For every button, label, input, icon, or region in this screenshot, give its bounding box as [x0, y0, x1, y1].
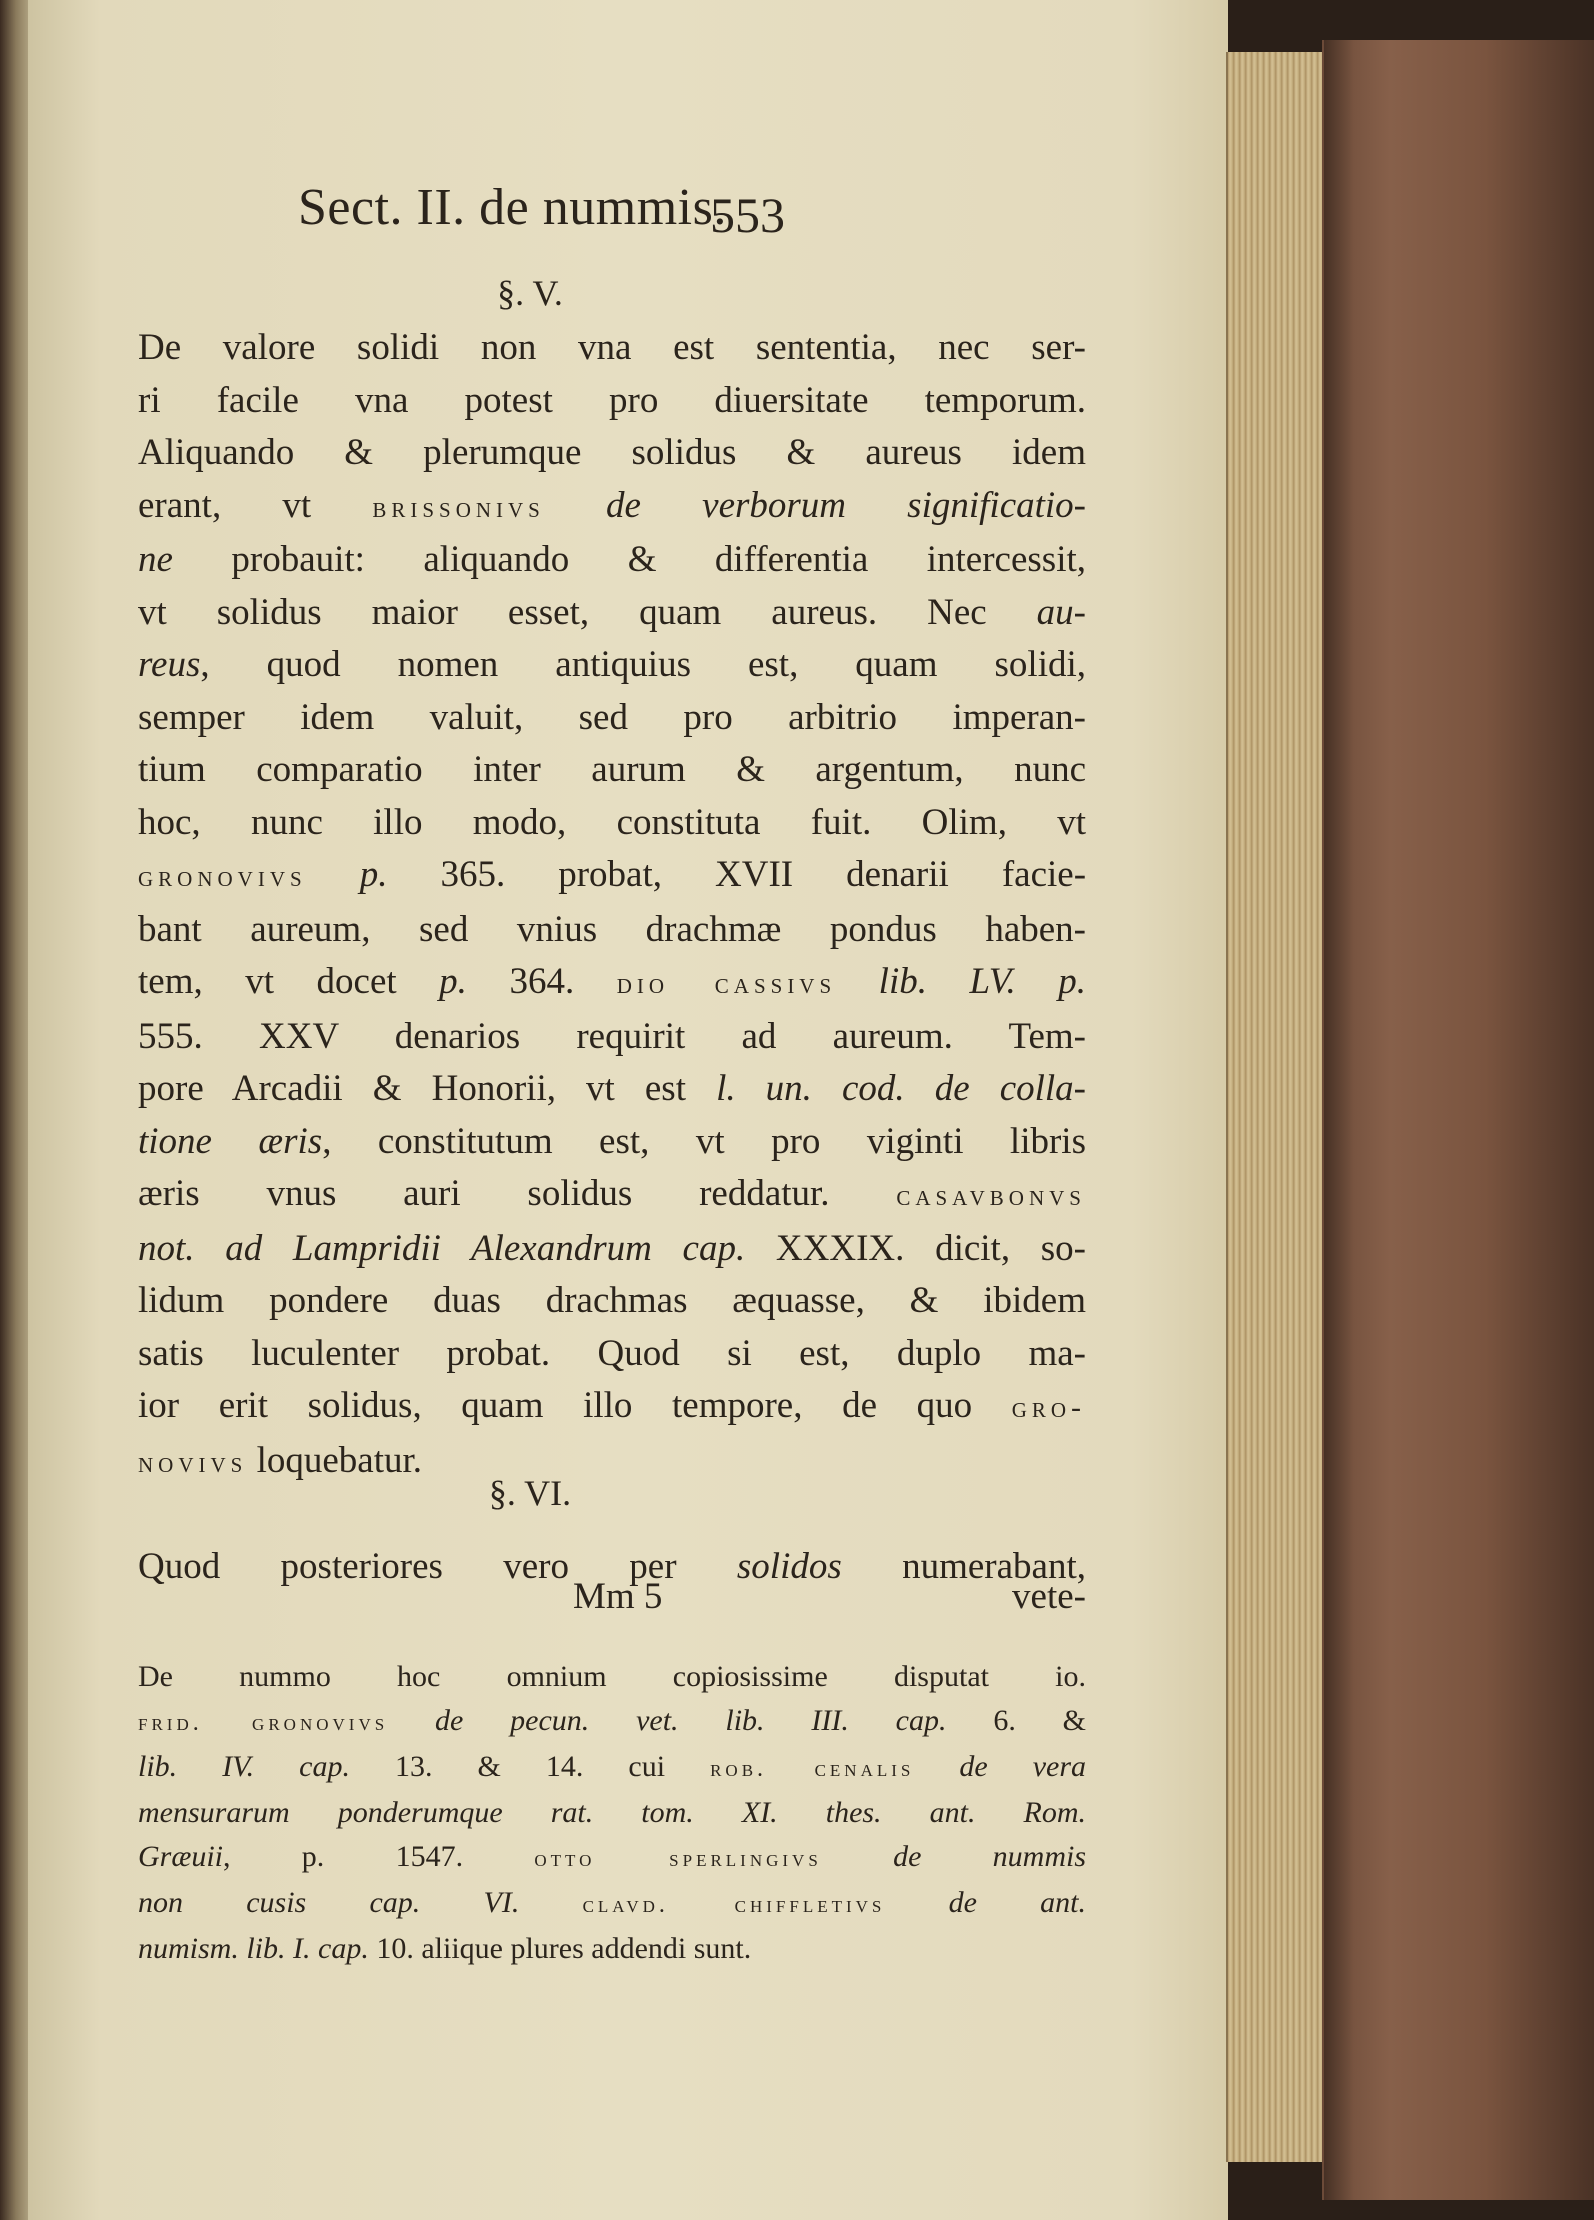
text-line: satis luculenter probat. Quod si est, duplo ma-: [138, 1332, 1086, 1374]
page-header: [80, 178, 1220, 248]
text-line: De valore solidi non vna est sententia, nec ser-: [138, 327, 1086, 368]
author-name: frid. gronovivs: [138, 1710, 389, 1736]
text-line: lidum pondere duas drachmas æquasse, & ibidem: [138, 1280, 1086, 1321]
text-line: erant, vt brissonivs de verborum significatio-: [138, 484, 1086, 526]
author-name: clavd. chiffletivs: [582, 1892, 886, 1918]
text-line: æris vnus auri solidus reddatur. casavbonvs: [138, 1173, 1086, 1214]
footnote-line: non cusis cap. VI. clavd. chiffletivs de ant.: [138, 1886, 1087, 1919]
author-name: brissonivs: [372, 490, 545, 524]
text-line: pore Arcadii & Honorii, vt est l. un. cod. de colla-: [138, 1068, 1086, 1109]
footnote-line: frid. gronovivs de pecun. vet. lib. III. cap. 6. &: [138, 1704, 1086, 1737]
signature-mark: Mm 5: [573, 1576, 663, 1617]
text-line: ne probauit: aliquando & differentia intercessit,: [138, 539, 1086, 580]
text-line: bant aureum, sed vnius drachmæ pondus haben-: [138, 908, 1086, 950]
text-line: hoc, nunc illo modo, constituta fuit. Olim, vt: [138, 801, 1086, 843]
running-head: Sect. II. de nummis.: [298, 179, 727, 236]
author-name: gronovivs: [138, 860, 307, 893]
text-line: ior erit solidus, quam illo tempore, de quo gro-: [138, 1385, 1087, 1426]
footnote-line: mensurarum ponderumque rat. tom. XI. thes. ant. Rom.: [138, 1796, 1086, 1829]
section-heading-6: §. VI.: [488, 1473, 572, 1513]
page-number: 553: [710, 187, 785, 243]
section-heading-5: §. V.: [497, 273, 563, 313]
text-line: Aliquando & plerumque solidus & aureus idem: [138, 432, 1086, 473]
text-line: vt solidus maior esset, quam aureus. Nec au-: [138, 591, 1086, 633]
text-line: gronovivs p. 365. probat, XVII denarii facie-: [138, 854, 1087, 895]
author-name: dio cassivs: [616, 967, 837, 1000]
text-block: [80, 0, 1220, 2220]
text-line: tem, vt docet p. 364. dio cassivs lib. LV. p.: [138, 961, 1087, 1002]
book-cover: [1322, 40, 1594, 2200]
text-line: ri facile vna potest pro diuersitate temporum.: [138, 379, 1086, 421]
author-name: novivs: [138, 1445, 248, 1479]
text-line: reus, quod nomen antiquius est, quam solidi,: [138, 644, 1086, 685]
text-line: novivs loquebatur.: [138, 1439, 423, 1481]
catchline: [138, 1575, 1086, 1627]
author-name: otto sperlingivs: [534, 1846, 822, 1872]
footnote-line: numism. lib. I. cap. 10. aliique plures addendi sunt.: [138, 1932, 752, 1965]
footnote: [138, 1655, 1086, 1971]
author-name: rob. cenalis: [710, 1756, 915, 1782]
footnote-line: lib. IV. cap. 13. & 14. cui rob. cenalis de vera: [138, 1750, 1087, 1783]
footnote-line: De nummo hoc omnium copiosissime disputat io.: [138, 1660, 1086, 1693]
page-fore-edge: [1226, 52, 1326, 2162]
main-text: [138, 322, 1086, 1594]
footnote-line: Græuii, p. 1547. otto sperlingivs de nummis: [138, 1840, 1087, 1873]
text-line: tione æris, constitutum est, vt pro viginti libris: [138, 1120, 1086, 1162]
author-name: gro-: [1011, 1391, 1087, 1424]
cover-shadow: [1324, 40, 1354, 2200]
author-name: casavbonvs: [896, 1179, 1086, 1212]
catchword: vete-: [1012, 1576, 1086, 1617]
text-line: tium comparatio inter aurum & argentum, nunc: [138, 749, 1086, 790]
text-line: Quod posteriores vero per solidos numerabant,: [138, 1546, 1087, 1587]
text-line: semper idem valuit, sed pro arbitrio imperan-: [138, 696, 1086, 738]
text-line: 555. XXV denarios requirit ad aureum. Tem-: [138, 1015, 1086, 1057]
text-line: not. ad Lampridii Alexandrum cap. XXXIX. dicit, so-: [138, 1227, 1087, 1269]
